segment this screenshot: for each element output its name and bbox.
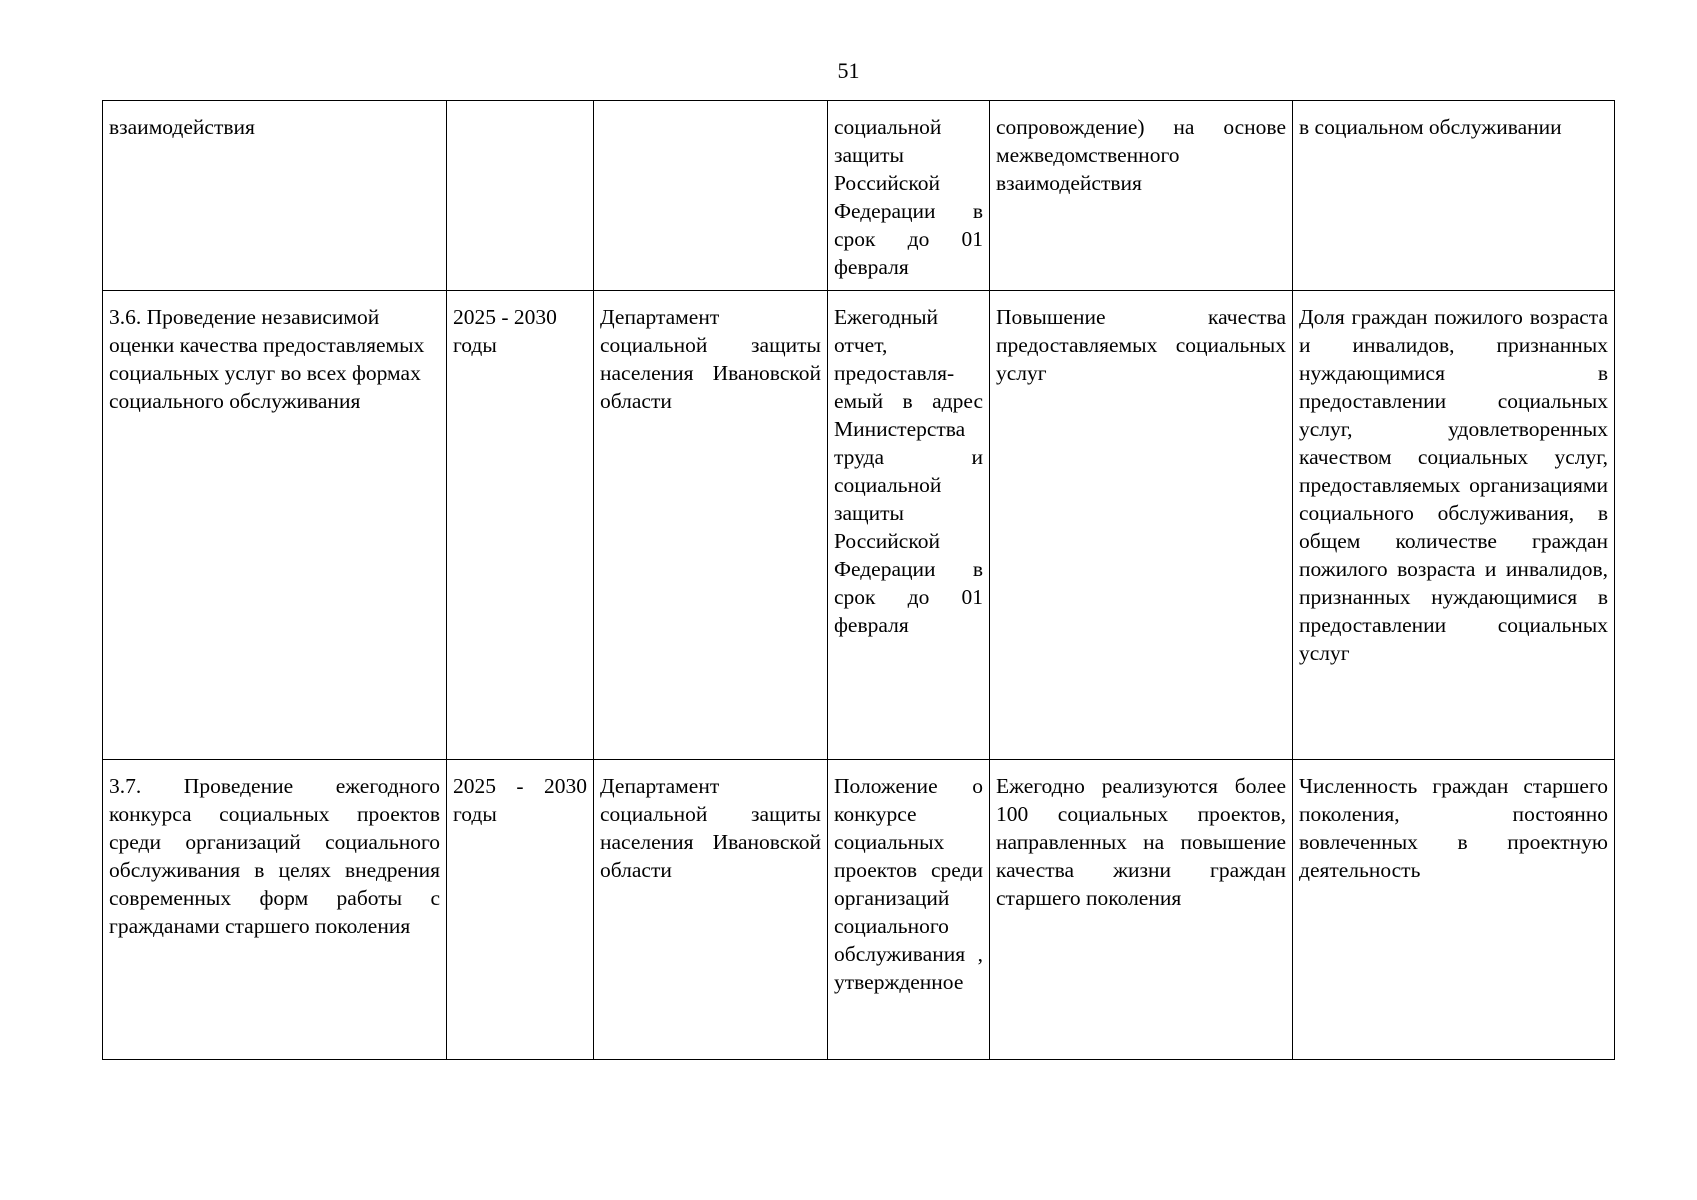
- table-row: [103, 760, 1615, 1060]
- document-cell: Ежегодный отчет, предоставля-емый в адрес Министерства труда и социальной защиты Российской Федерации в срок до 01 февраля: [828, 291, 990, 760]
- indicator-cell: Доля граждан пожилого возраста и инвалидов, признанных нуждающимися в предоставлении социальных услуг, удовлетворенных качеством социальных услуг, предоставляемых организациями социального обслуживания, в общем количестве граждан пожилого возраста и инвалидов, признанных нуждающимися в предоставлении социальных услуг: [1293, 291, 1615, 760]
- period-cell: 2025 - 2030 годы: [447, 291, 594, 760]
- period-cell: [447, 101, 594, 291]
- executor-cell: [594, 101, 828, 291]
- measures-table: [102, 100, 1615, 1060]
- indicator-cell: в социальном обслуживании: [1293, 101, 1615, 291]
- executor-cell: Департамент социальной защиты населения Ивановской области: [594, 291, 828, 760]
- page-number: 51: [837, 58, 860, 83]
- result-cell: Ежегодно реализуются более 100 социальных проектов, направленных на повышение качества жизни граждан старшего поколения: [990, 760, 1293, 1060]
- result-cell: сопровождение) на основе межведомственного взаимодействия: [990, 101, 1293, 291]
- table-row: [103, 101, 1615, 291]
- table-row: [103, 291, 1615, 760]
- measure-cell: взаимодействия: [103, 101, 447, 291]
- measure-cell: 3.7. Проведение ежегодного конкурса социальных проектов среди организаций социального обслуживания в целях внедрения современных форм работы с гражданами старшего поколения: [103, 760, 447, 1060]
- result-cell: Повышение качества предоставляемых социальных услуг: [990, 291, 1293, 760]
- measure-cell: 3.6. Проведение независимой оценки качества предоставляемых социальных услуг во всех формах социального обслуживания: [103, 291, 447, 760]
- document-cell: Положение о конкурсе социальных проектов среди организаций социального обслуживания , утвержденное: [828, 760, 990, 1060]
- indicator-cell: Численность граждан старшего поколения, постоянно вовлеченных в проектную деятельность: [1293, 760, 1615, 1060]
- period-cell: 2025 - 2030 годы: [447, 760, 594, 1060]
- executor-cell: Департамент социальной защиты населения Ивановской области: [594, 760, 828, 1060]
- document-cell: социальной защиты Российской Федерации в срок до 01 февраля: [828, 101, 990, 291]
